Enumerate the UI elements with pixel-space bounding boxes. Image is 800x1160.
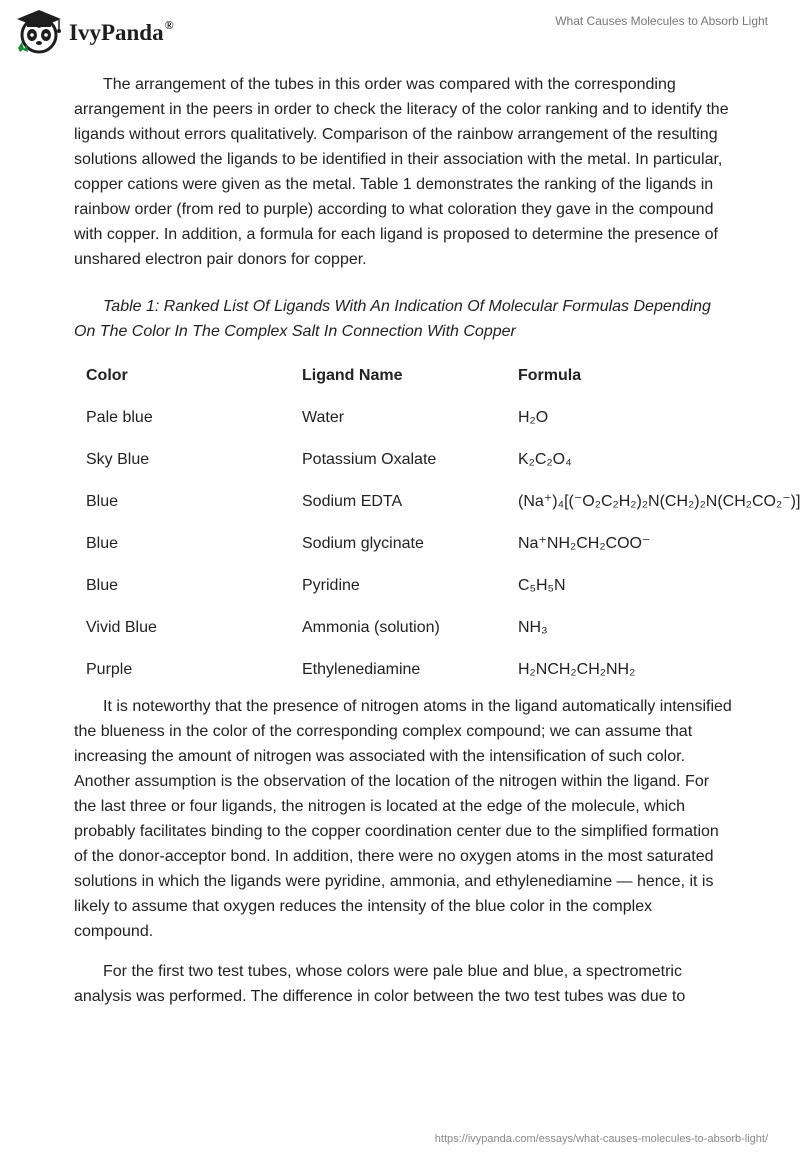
cell-ligand-name: Potassium Oxalate [302, 451, 437, 468]
document-title: What Causes Molecules to Absorb Light [555, 14, 768, 28]
table-row [74, 397, 734, 439]
cell-ligand-name: Sodium EDTA [302, 493, 403, 510]
paragraph-spectrometric: For the first two test tubes, whose colors were pale blue and blue, a spectrometric analysis was performed. The difference in color between the two test tubes was due to [74, 963, 686, 1005]
cell-color: Sky Blue [86, 451, 150, 468]
ivypanda-logo[interactable] [14, 8, 174, 54]
intro-paragraph: The arrangement of the tubes in this order was compared with the corresponding arrangement in the peers in order to check the literacy of the color ranking and to identify the ligands without errors qualitatively. Comparison of the rainbow arrangement of the resulting solutions allowed the ligands to be identified in their association with the metal. In particular, copper cations were given as the metal. Table 1 demonstrates the ranking of the ligands in rainbow order (from red to purple) according to what coloration they gave in the compound with copper. In addition, a formula for each ligand is proposed to determine the presence of unshared electron pair donors for copper. [74, 76, 729, 268]
header-formula: Formula [518, 367, 582, 384]
cell-ligand-name: Water [302, 409, 345, 426]
page-header [0, 0, 800, 62]
cell-color: Blue [86, 535, 119, 552]
table-row [74, 481, 734, 523]
paragraph-nitrogen: It is noteworthy that the presence of nitrogen atoms in the ligand automatically intensified the blueness in the color of the corresponding complex compound; we can assume that increasing the amount of nitrogen was associated with the intensification of such color. Another assumption is the observation of the location of the nitrogen within the ligand. For the last three or four ligands, the nitrogen is located at the edge of the molecule, which probably facilitates binding to the copper coordination center due to the simplified formation of the donor-acceptor bond. In addition, there were no oxygen atoms in the most saturated solutions in which the ligands were pyridine, ammonia, and ethylenediamine — hence, it is likely to assume that oxygen reduces the intensity of the blue color in the complex compound. [74, 698, 732, 940]
cell-formula: K₂C₂O₄ [518, 451, 572, 468]
cell-formula: H₂O [518, 409, 549, 426]
panda-logo-icon [14, 8, 64, 54]
cell-color: Purple [86, 661, 133, 678]
cell-color: Vivid Blue [86, 619, 157, 636]
cell-ligand-name: Ammonia (solution) [302, 619, 440, 636]
table-row [74, 439, 734, 481]
table-row [74, 523, 734, 565]
table-row [74, 565, 734, 607]
essay-content [74, 72, 800, 1009]
brand-name: IvyPanda® [69, 18, 174, 45]
cell-formula: Na⁺NH₂CH₂COO⁻ [518, 535, 651, 552]
table-caption: Table 1: Ranked List Of Ligands With An Indication Of Molecular Formulas Depending On The Color In The Complex Salt In Connection With Copper [74, 298, 711, 340]
table-row [74, 649, 734, 691]
ligands-table [74, 355, 800, 691]
source-url[interactable]: https://ivypanda.com/essays/what-causes-molecules-to-absorb-light/ [434, 1133, 768, 1145]
table-header-row [74, 355, 734, 397]
cell-formula: NH₃ [518, 619, 548, 636]
cell-color: Pale blue [86, 409, 153, 426]
cell-formula: (Na⁺)₄[(⁻O₂C₂H₂)₂N(CH₂)₂N(CH₂CO₂⁻)] [518, 493, 800, 510]
cell-color: Blue [86, 493, 119, 510]
cell-ligand-name: Ethylenediamine [302, 661, 421, 678]
cell-color: Blue [86, 577, 119, 594]
table-row [74, 607, 734, 649]
cell-formula: H₂NCH₂CH₂NH₂ [518, 661, 636, 678]
header-ligand-name: Ligand Name [302, 367, 403, 384]
cell-ligand-name: Sodium glycinate [302, 535, 424, 552]
cell-formula: C₅H₅N [518, 577, 566, 594]
cell-ligand-name: Pyridine [302, 577, 360, 594]
header-color: Color [86, 367, 128, 384]
